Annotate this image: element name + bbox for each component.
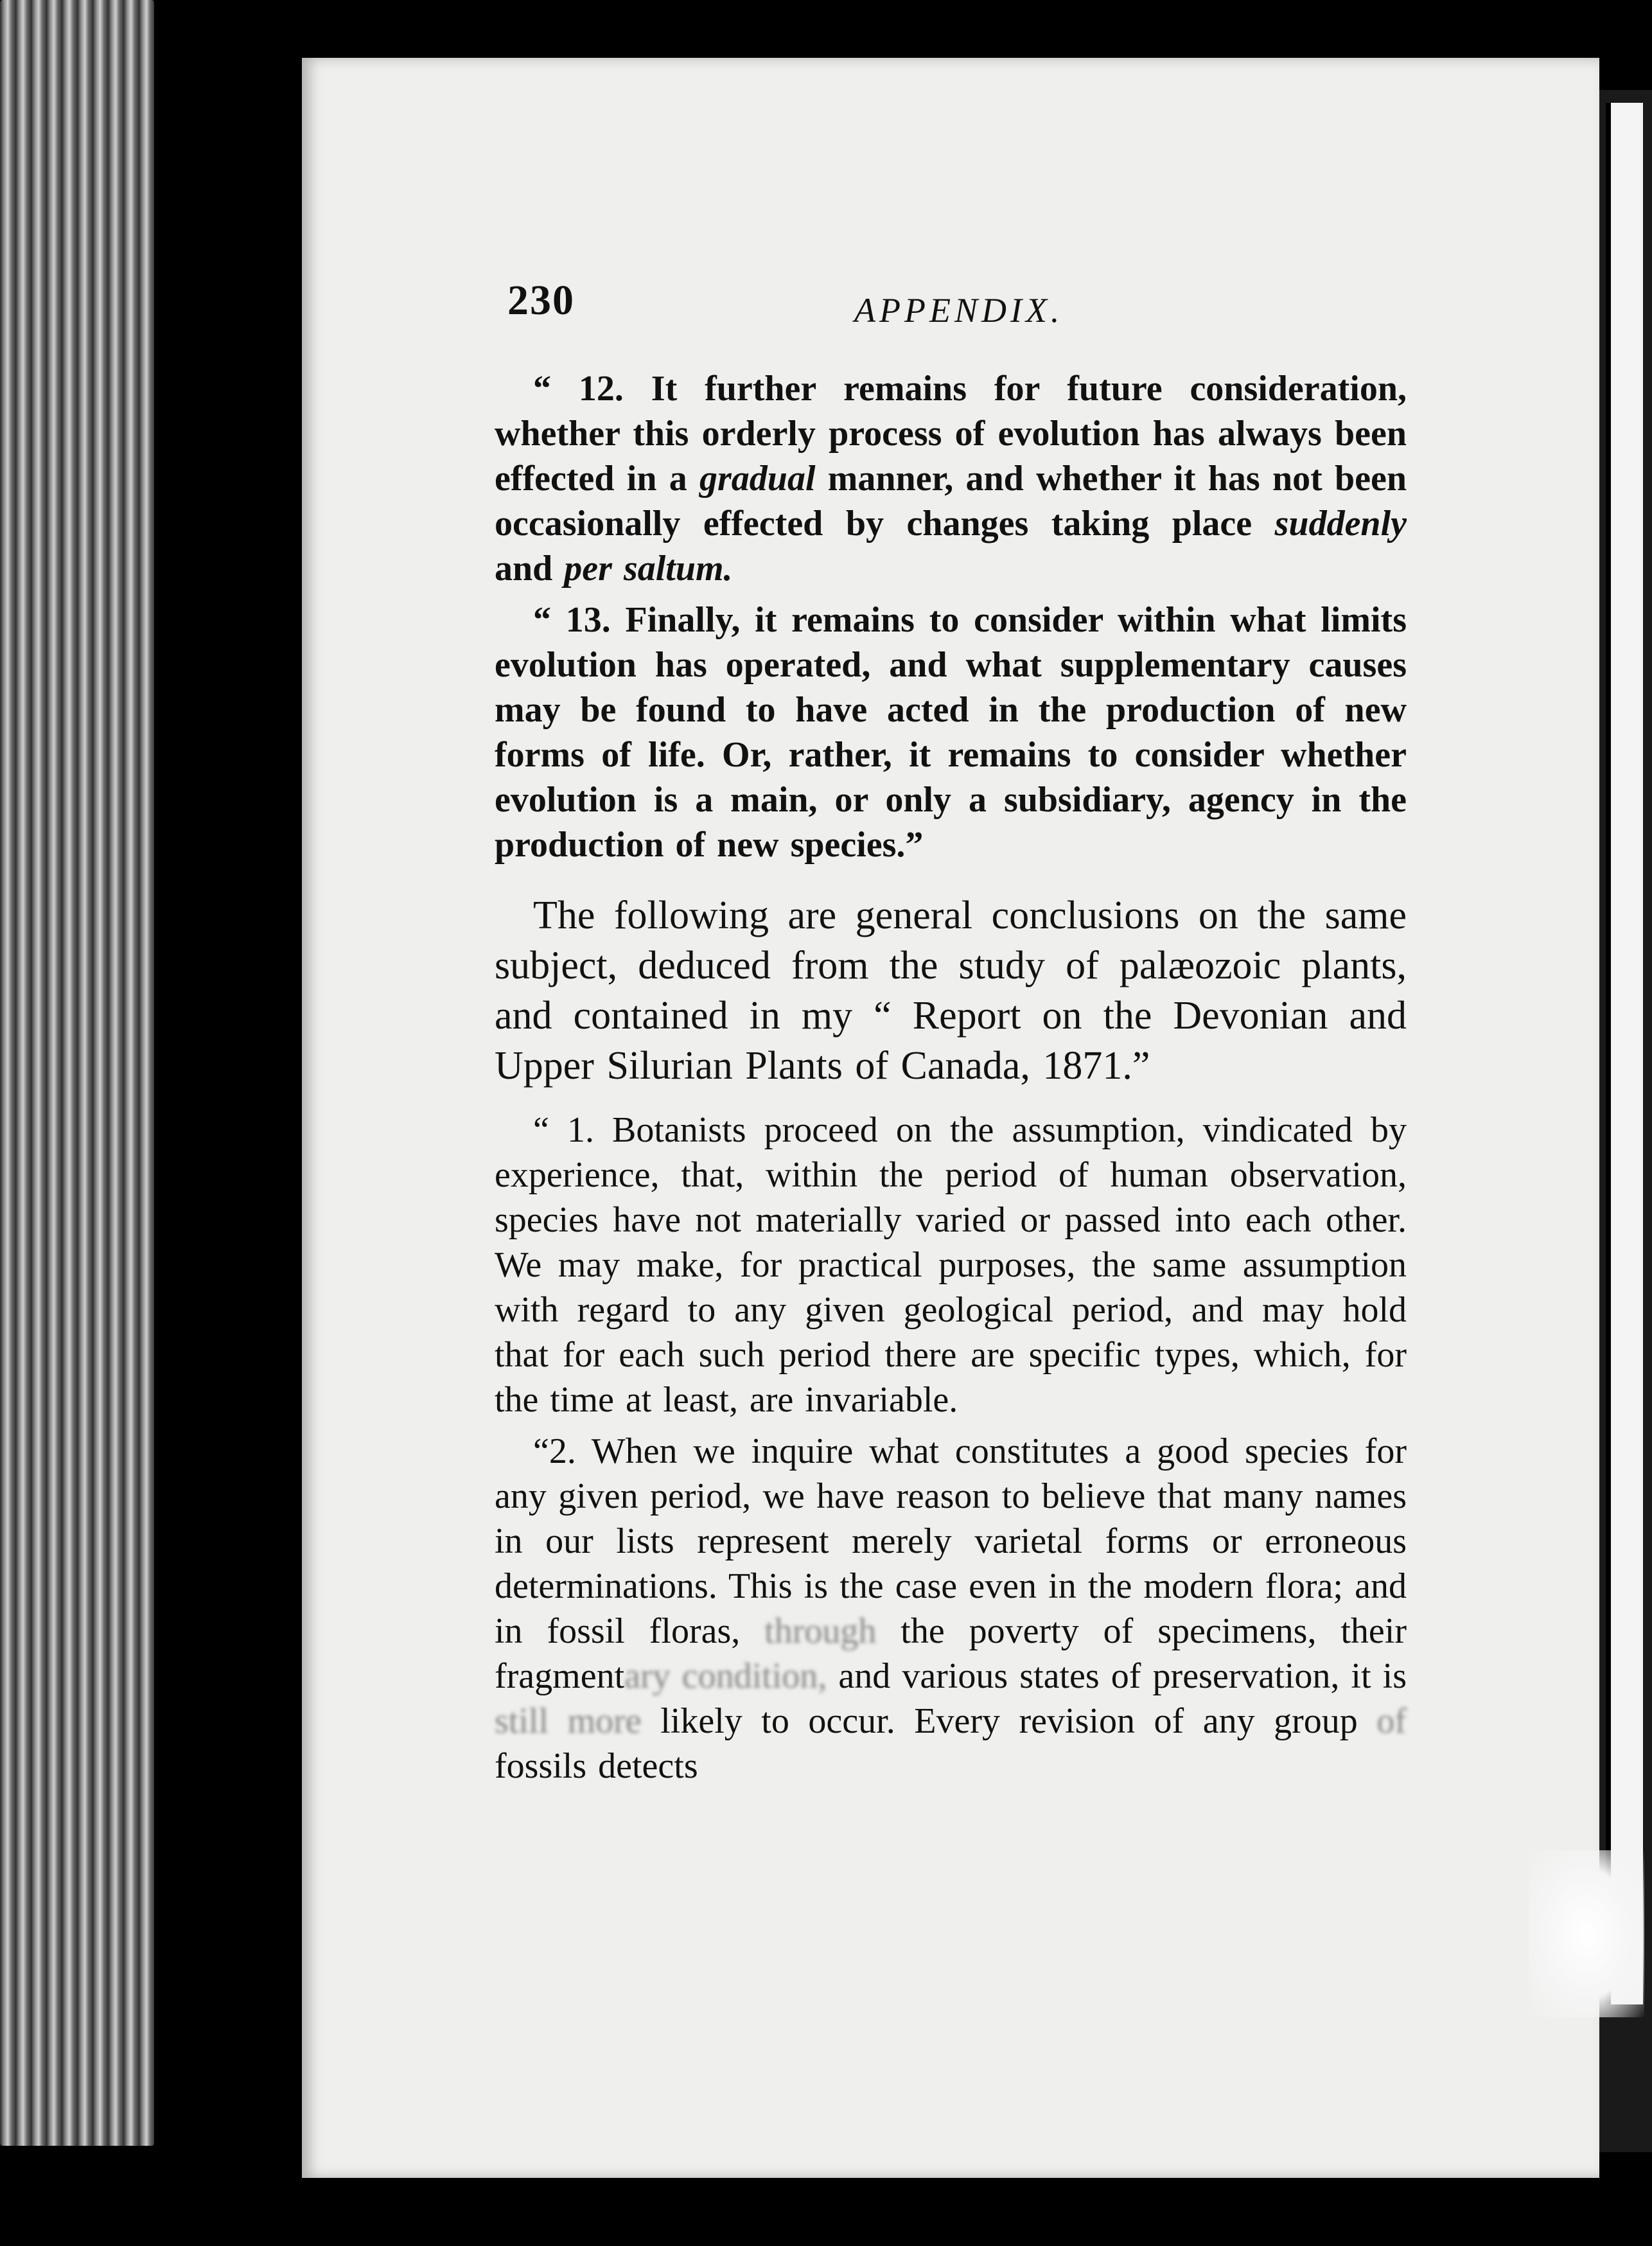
italic-gradual: gradual — [699, 459, 816, 499]
conclusion-2-mid3: likely to occur. Every revision of any group — [641, 1701, 1377, 1741]
italic-per-saltum: per saltum. — [564, 549, 733, 588]
faded-text-4: of — [1376, 1701, 1407, 1741]
italic-suddenly: suddenly — [1274, 504, 1407, 544]
intro-paragraph: The following are general conclusions on the same subject, deduced from the study of palæozoic plants, and contained in my “ Report on the Devonian and Upper Silurian Plants of Canada, 1871.” — [495, 894, 1407, 1088]
paragraph-13: “ 13. Finally, it remains to consider within what limits evolution has operated, and what supplementary causes may be found to have acted in the production of new forms of life. Or, rather, it remains to consider whether evolution is a main, or only a subsidiary, agency in the production of new species.” — [495, 600, 1407, 865]
book-fore-edge — [0, 0, 154, 2146]
page-header — [507, 276, 1419, 347]
paragraph-12-and: and — [495, 549, 565, 588]
conclusion-2-tail: fossils detects — [495, 1746, 698, 1786]
conclusion-1: “ 1. Botanists proceed on the assumption, vindicated by experience, that, within the period of human observation, species have not materially varied or passed into each other. We may make, for practical purposes, the same assumption with regard to any given geological period, and may hold that for each such period there are specific types, which, for the time at least, are invariable. — [495, 1110, 1407, 1420]
conclusion-2-mid2: and various states of preservation, it is — [827, 1656, 1407, 1696]
conclusion-2-mid1: the poverty of specimens, their fragment — [495, 1611, 1407, 1696]
faded-text-3: still more — [495, 1701, 642, 1741]
faded-text-2: ary condition, — [624, 1656, 827, 1696]
body-text — [495, 366, 1407, 1789]
running-head: APPENDIX. — [854, 291, 1064, 330]
paragraph-12-mid: manner, and whether it has not been occasionally effected by changes taking place — [495, 459, 1407, 544]
light-flare — [1529, 1850, 1644, 2017]
paragraph-12 — [495, 366, 1407, 591]
facing-page-sliver — [1606, 103, 1643, 2004]
page-number: 230 — [507, 277, 575, 324]
paragraph-12-lead: “ 12. It further remains for future consideration, whether this orderly process of evolution has always been effected in a — [495, 369, 1407, 499]
faded-text-1: through — [764, 1611, 877, 1651]
conclusion-2-lead: “2. When we inquire what constitutes a good species for any given period, we have reason to believe that many names in our lists represent merely varietal forms or erroneous determinations. This is the case even in the modern flora; and in fossil floras, — [495, 1431, 1407, 1651]
conclusion-2 — [495, 1429, 1407, 1789]
